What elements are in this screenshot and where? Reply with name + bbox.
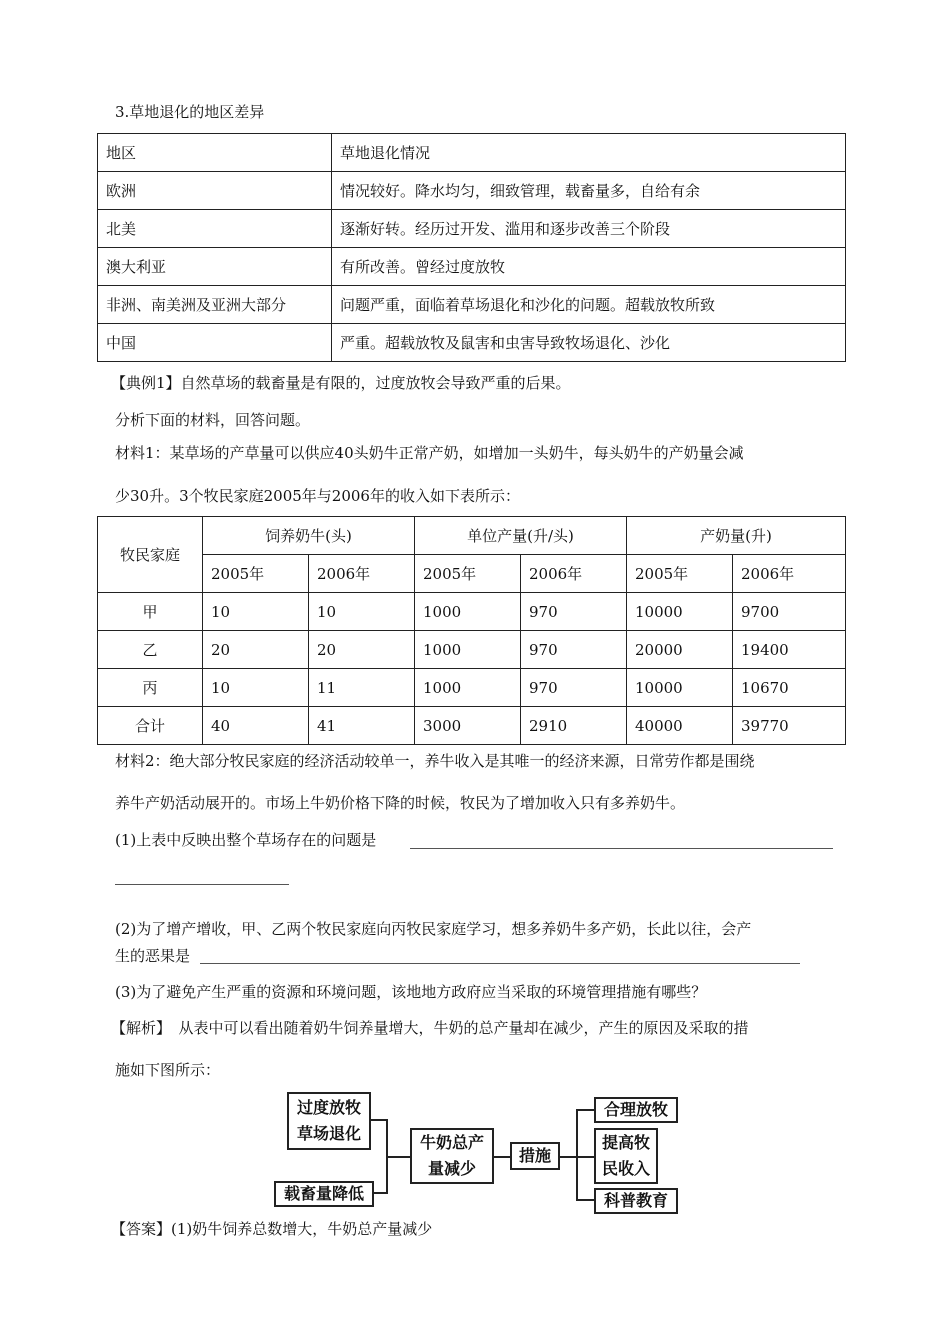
- value-cell: 10000: [627, 593, 733, 631]
- value-cell: 10: [203, 669, 309, 707]
- value-cell: 9700: [733, 593, 846, 631]
- condition-cell: 逐渐好转。经历过开发、滥用和逐步改善三个阶段: [332, 210, 846, 248]
- region-cell: 中国: [98, 324, 332, 362]
- value-cell: 10: [203, 593, 309, 631]
- connector-line: [492, 1156, 510, 1158]
- connector-line: [386, 1156, 410, 1158]
- analysis-line1: 【解析】 从表中可以看出随着奶牛饲养量增大，牛奶的总产量却在减少，产生的原因及采取的措: [111, 1019, 749, 1037]
- value-cell: 20: [203, 631, 309, 669]
- material2-line1: 材料2：绝大部分牧民家庭的经济活动较单一，养牛收入是其唯一的经济来源，日常劳作都是围绕: [115, 752, 755, 770]
- table-header-cell: 草地退化情况: [332, 134, 846, 172]
- answer-blank: [115, 884, 289, 885]
- measure-text: 民收入: [601, 1159, 650, 1178]
- connector-line: [369, 1119, 387, 1121]
- table-row: [98, 669, 846, 707]
- family-name-cell: 甲: [98, 593, 203, 631]
- group-header: 饲养奶牛(头): [203, 517, 415, 555]
- measure-text: 提高牧: [601, 1133, 650, 1152]
- measure-box-education: 科普教育: [594, 1188, 678, 1214]
- year-header: 2006年: [309, 555, 415, 593]
- condition-cell: 有所改善。曾经过度放牧: [332, 248, 846, 286]
- connector-line: [372, 1192, 387, 1194]
- measure-box-income: [594, 1128, 658, 1184]
- table-row: [98, 248, 846, 286]
- table-header-cell: 地区: [98, 134, 332, 172]
- value-cell: 40: [203, 707, 309, 745]
- example-title: 【典例1】自然草场的载畜量是有限的，过度放牧会导致严重的后果。: [111, 374, 571, 392]
- value-cell: 40000: [627, 707, 733, 745]
- region-cell: 非洲、南美洲及亚洲大部分: [98, 286, 332, 324]
- question-2-line2: 生的恶果是: [115, 947, 191, 965]
- section-title: 3.草地退化的地区差异: [115, 103, 265, 121]
- value-cell: 1000: [415, 593, 521, 631]
- table-row: [98, 631, 846, 669]
- measures-box: 措施: [510, 1142, 560, 1170]
- group-header: 单位产量(升/头): [415, 517, 627, 555]
- question-2-line1: (2)为了增产增收，甲、乙两个牧民家庭向丙牧民家庭学习，想多养奶牛多产奶，长此以往，会产: [115, 920, 752, 938]
- cause-text: 草场退化: [296, 1124, 361, 1143]
- measure-box-grazing: 合理放牧: [594, 1097, 678, 1123]
- value-cell: 1000: [415, 669, 521, 707]
- family-header: 牧民家庭: [98, 517, 203, 593]
- answer-blank: [200, 963, 800, 964]
- value-cell: 3000: [415, 707, 521, 745]
- cause-box-overgrazing: [287, 1092, 371, 1150]
- herders-income-table: [97, 516, 846, 745]
- connector-line: [576, 1109, 594, 1111]
- connector-line: [576, 1109, 578, 1201]
- value-cell: 1000: [415, 631, 521, 669]
- value-cell: 11: [309, 669, 415, 707]
- family-name-cell: 丙: [98, 669, 203, 707]
- value-cell: 10: [309, 593, 415, 631]
- family-name-cell: 合计: [98, 707, 203, 745]
- value-cell: 39770: [733, 707, 846, 745]
- table-row: [98, 324, 846, 362]
- value-cell: 2910: [521, 707, 627, 745]
- value-cell: 970: [521, 631, 627, 669]
- result-text: 牛奶总产: [419, 1133, 484, 1152]
- table-row: [98, 172, 846, 210]
- degradation-table: [97, 133, 846, 362]
- year-header: 2005年: [415, 555, 521, 593]
- connector-line: [558, 1156, 576, 1158]
- condition-cell: 情况较好。降水均匀，细致管理，载畜量多，自给有余: [332, 172, 846, 210]
- year-header: 2006年: [733, 555, 846, 593]
- material1-line1: 材料1：某草场的产草量可以供应40头奶牛正常产奶，如增加一头奶牛，每头奶牛的产奶量会减: [115, 444, 744, 462]
- answer-blank: [410, 848, 833, 849]
- value-cell: 970: [521, 669, 627, 707]
- material1-line2: 少30升。3个牧民家庭2005年与2006年的收入如下表所示：: [115, 487, 520, 505]
- family-name-cell: 乙: [98, 631, 203, 669]
- example-intro: 分析下面的材料，回答问题。: [115, 411, 311, 429]
- table-row: [98, 286, 846, 324]
- table-row: [98, 210, 846, 248]
- year-header: 2005年: [627, 555, 733, 593]
- question-1: (1)上表中反映出整个草场存在的问题是: [115, 831, 377, 849]
- region-cell: 欧洲: [98, 172, 332, 210]
- year-header: 2005年: [203, 555, 309, 593]
- question-3: (3)为了避免产生严重的资源和环境问题，该地地方政府应当采取的环境管理措施有哪些？: [115, 983, 707, 1001]
- value-cell: 20000: [627, 631, 733, 669]
- connector-line: [576, 1156, 594, 1158]
- condition-cell: 问题严重，面临着草场退化和沙化的问题。超载放牧所致: [332, 286, 846, 324]
- cause-box-capacity: 载畜量降低: [274, 1181, 374, 1207]
- year-header: 2006年: [521, 555, 627, 593]
- condition-cell: 严重。超载放牧及鼠害和虫害导致牧场退化、沙化: [332, 324, 846, 362]
- analysis-line2: 施如下图所示：: [115, 1061, 221, 1079]
- region-cell: 澳大利亚: [98, 248, 332, 286]
- connector-line: [576, 1199, 594, 1201]
- cause-text: 过度放牧: [296, 1098, 361, 1117]
- value-cell: 10000: [627, 669, 733, 707]
- value-cell: 19400: [733, 631, 846, 669]
- table-row: [98, 593, 846, 631]
- value-cell: 970: [521, 593, 627, 631]
- value-cell: 41: [309, 707, 415, 745]
- table-header-row: [98, 134, 846, 172]
- region-cell: 北美: [98, 210, 332, 248]
- result-box: [410, 1128, 494, 1184]
- table-row: [98, 707, 846, 745]
- answer-text: 【答案】(1)奶牛饲养总数增大，牛奶总产量减少: [111, 1220, 433, 1238]
- group-header: 产奶量(升): [627, 517, 846, 555]
- result-text: 量减少: [427, 1159, 476, 1178]
- material2-line2: 养牛产奶活动展开的。市场上牛奶价格下降的时候，牧民为了增加收入只有多养奶牛。: [115, 794, 686, 812]
- value-cell: 10670: [733, 669, 846, 707]
- value-cell: 20: [309, 631, 415, 669]
